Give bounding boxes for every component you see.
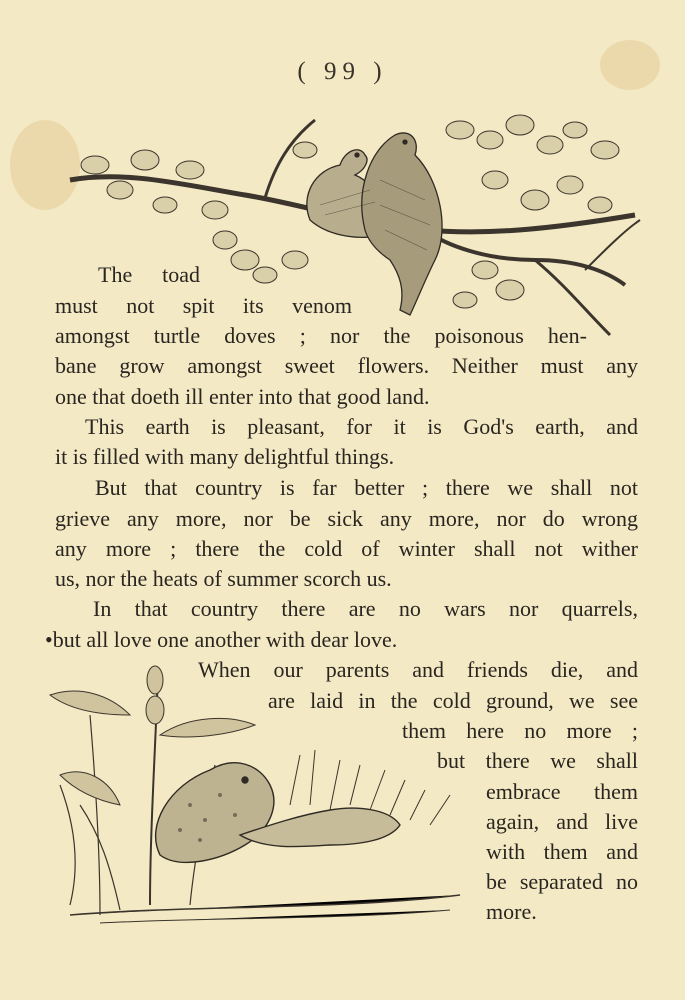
text-line: must not spit its venom [55, 293, 352, 318]
text-line: any more ; there the cold of winter shall not wither [55, 536, 638, 561]
text-line: •but all love one another with dear love. [45, 627, 398, 652]
text-line: are laid in the cold ground, we see [268, 688, 638, 713]
text-line: with them and [486, 839, 638, 864]
text-line: In that country there are no wars nor quarrels, [93, 596, 638, 621]
text-line: it is filled with many delightful things. [55, 444, 395, 469]
text-line: embrace them [486, 779, 638, 804]
text-line: But that country is far better ; there we shall not [95, 475, 638, 500]
text-line: more. [486, 899, 537, 924]
text-line: amongst turtle doves ; nor the poisonous hen- [55, 323, 587, 348]
text-line: The toad [98, 262, 200, 287]
text-line: one that doeth ill enter into that good land. [55, 384, 430, 409]
text-line: grieve any more, nor be sick any more, nor do wrong [55, 506, 638, 531]
text-line: be separated no [486, 869, 638, 894]
text-line: This earth is pleasant, for it is God's earth, and [85, 414, 638, 439]
text-line: again, and live [486, 809, 638, 834]
text-line: but there we shall [437, 748, 638, 773]
page-number: ( 99 ) [297, 58, 388, 85]
text-line: them here no more ; [402, 718, 638, 743]
text-line: bane grow amongst sweet flowers. Neither must any [55, 353, 638, 378]
text-line: When our parents and friends die, and [198, 657, 638, 682]
text-line: us, nor the heats of summer scorch us. [55, 566, 392, 591]
